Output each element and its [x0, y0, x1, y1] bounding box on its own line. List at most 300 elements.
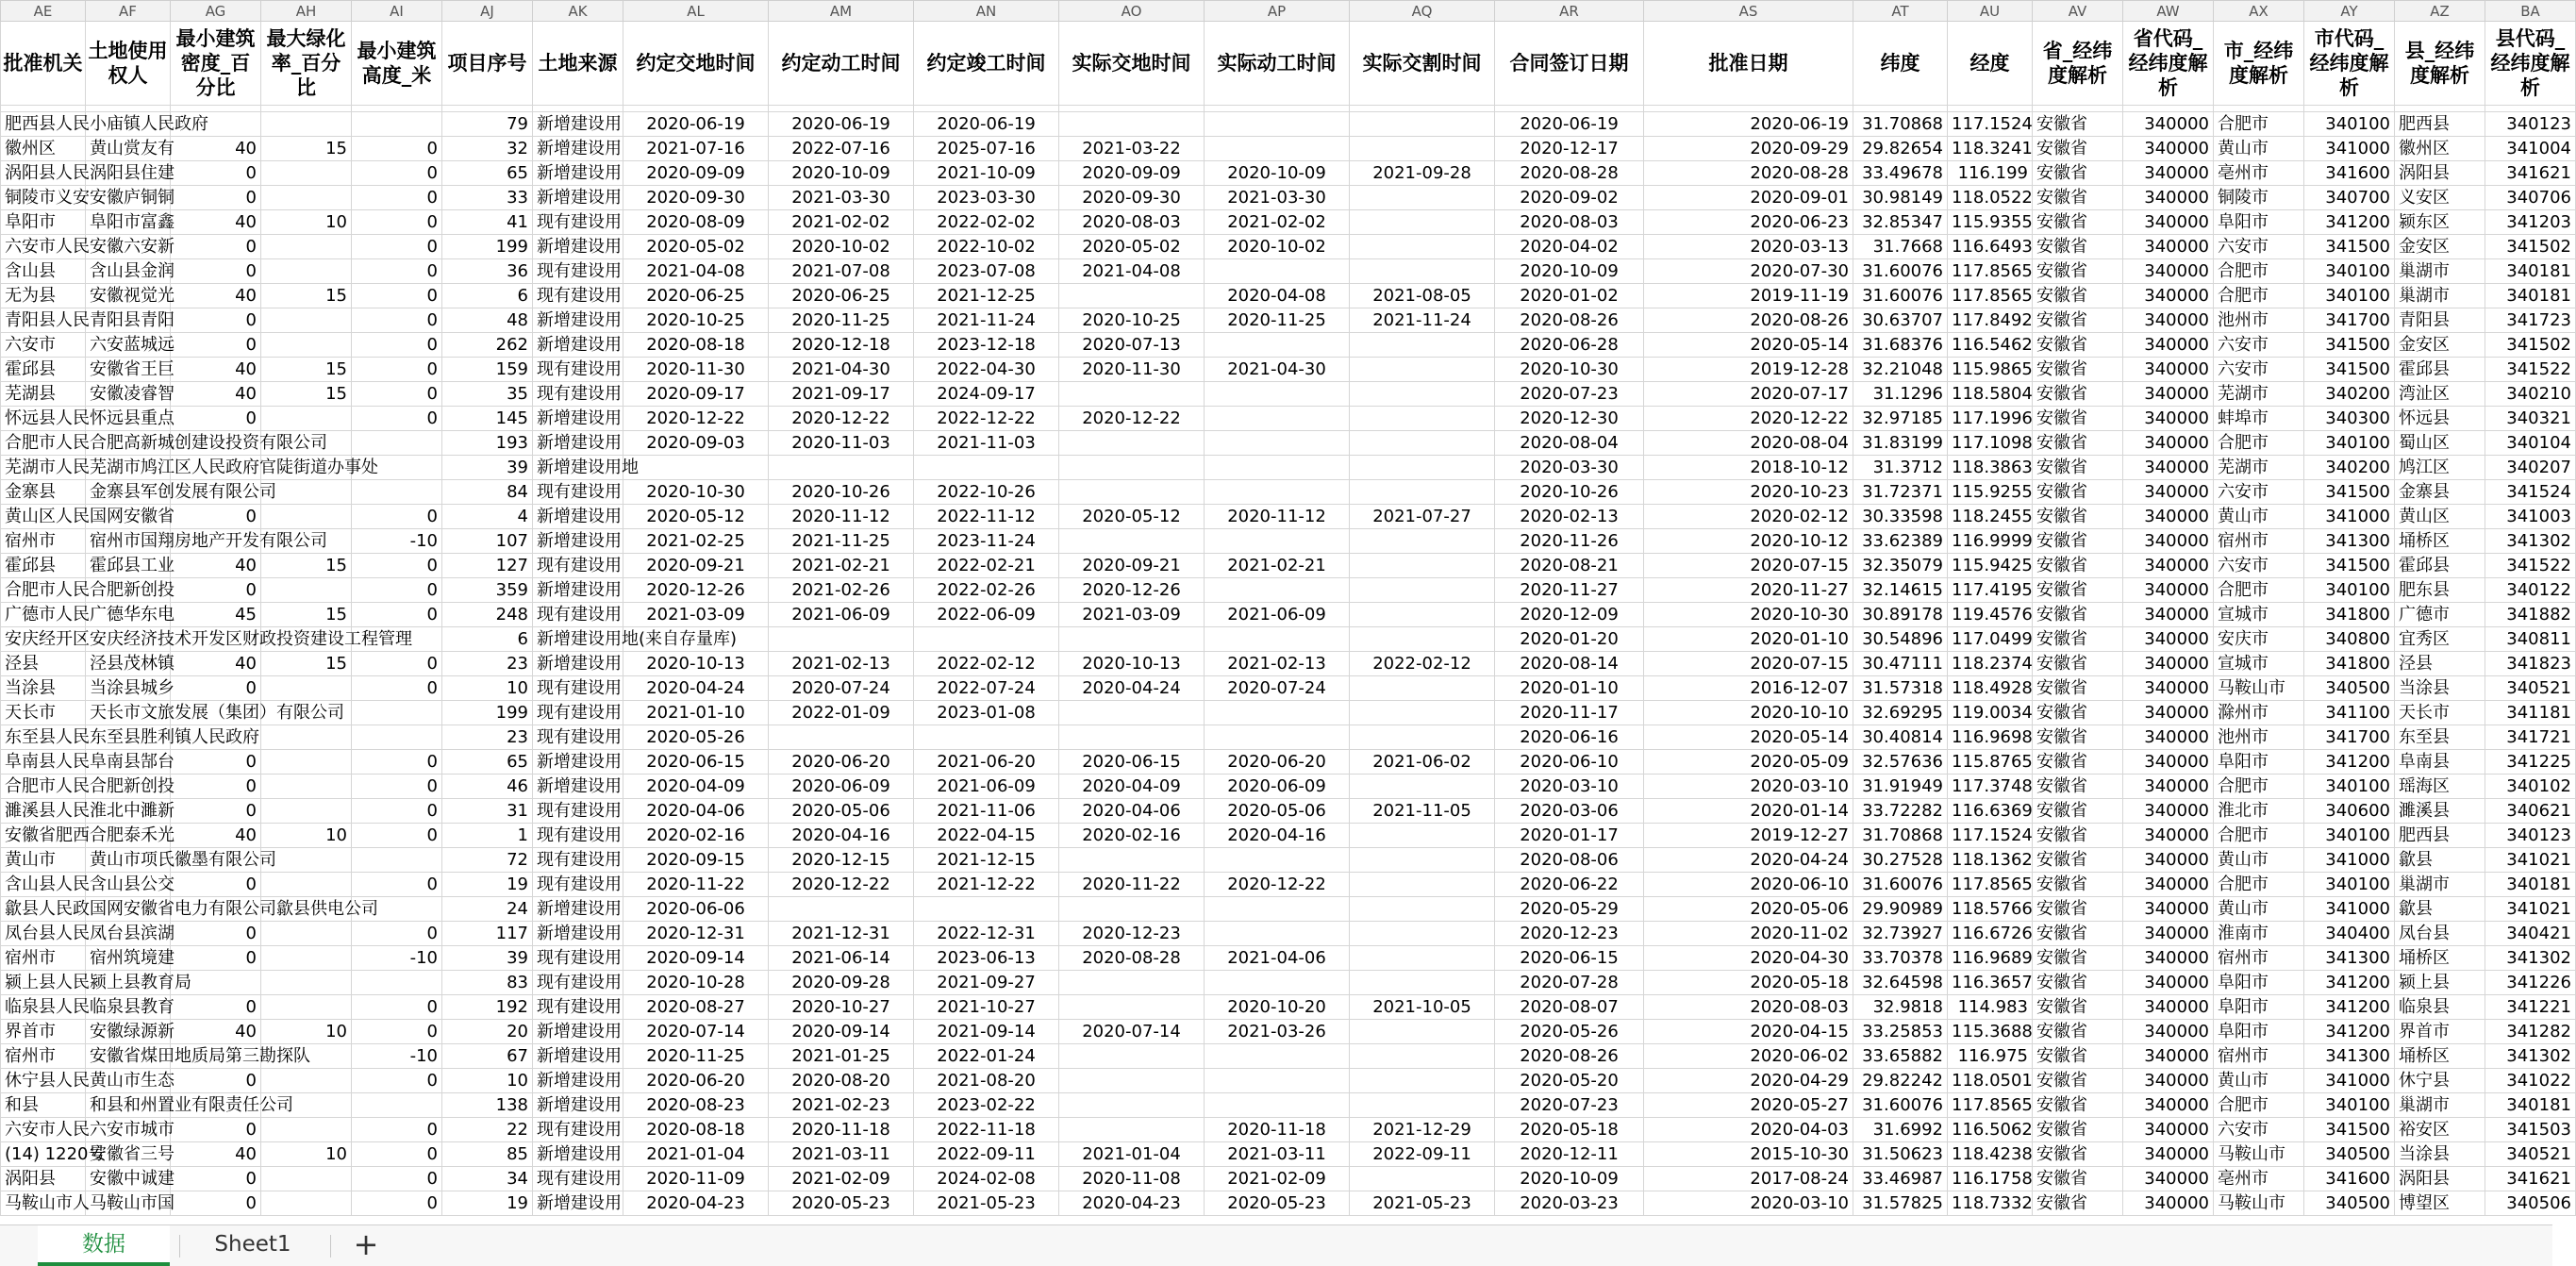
table-cell[interactable]: 安徽省 — [2033, 676, 2123, 701]
table-cell[interactable]: 2020-05-02 — [1059, 235, 1205, 259]
table-cell[interactable]: 40 — [171, 652, 261, 676]
table-cell[interactable]: 2020-12-31 — [623, 922, 769, 946]
table-cell[interactable]: 340000 — [2123, 1191, 2214, 1216]
table-cell[interactable]: 合肥市 — [2214, 1093, 2304, 1118]
table-cell[interactable]: 安徽省 — [2033, 505, 2123, 529]
table-cell[interactable]: 35 — [442, 382, 533, 407]
column-letter-ar[interactable]: AR — [1495, 1, 1644, 22]
table-cell[interactable]: 2020-04-24 — [623, 676, 769, 701]
table-cell[interactable] — [1059, 431, 1205, 456]
table-cell[interactable]: 合肥市人民 — [1, 775, 86, 799]
table-cell[interactable]: 现有建设用 — [533, 799, 623, 824]
table-cell[interactable]: 2020-10-09 — [1495, 1167, 1644, 1191]
table-cell[interactable]: 2021-11-25 — [769, 529, 914, 554]
table-cell[interactable]: 2020-06-28 — [1495, 333, 1644, 358]
table-cell[interactable]: 0 — [171, 161, 261, 186]
table-cell[interactable]: 30.47111 — [1853, 652, 1948, 676]
table-cell[interactable] — [1059, 701, 1205, 725]
table-cell[interactable]: 340000 — [2123, 873, 2214, 897]
table-cell[interactable]: 2023-03-30 — [914, 186, 1059, 210]
table-cell[interactable]: 0 — [352, 210, 442, 235]
table-cell[interactable]: 0 — [171, 259, 261, 284]
table-cell[interactable]: 2020-12-09 — [1495, 603, 1644, 627]
table-cell[interactable] — [1205, 431, 1350, 456]
column-letter-ai[interactable]: AI — [352, 1, 442, 22]
table-cell[interactable]: 40 — [171, 824, 261, 848]
table-cell[interactable]: 2021-01-04 — [1059, 1142, 1205, 1167]
table-cell[interactable]: 国网安徽省电力有限公司歙县供电公司 — [86, 897, 171, 922]
table-cell[interactable]: 341000 — [2304, 897, 2395, 922]
table-cell[interactable]: 安庆市 — [2214, 627, 2304, 652]
table-cell[interactable]: 340000 — [2123, 627, 2214, 652]
table-cell[interactable]: 芜湖市 — [2214, 456, 2304, 480]
table-cell[interactable]: 0 — [171, 1191, 261, 1216]
table-cell[interactable]: 青阳县青阳 — [86, 308, 171, 333]
table-cell[interactable]: 2020-10-26 — [769, 480, 914, 505]
table-cell[interactable]: 341302 — [2485, 529, 2576, 554]
table-cell[interactable]: 341500 — [2304, 1118, 2395, 1142]
table-cell[interactable]: 2021-02-02 — [1205, 210, 1350, 235]
table-cell[interactable]: 安徽绿源新 — [86, 1020, 171, 1044]
table-cell[interactable]: 118.0522 — [1948, 186, 2033, 210]
table-cell[interactable] — [1350, 873, 1495, 897]
table-cell[interactable]: 现有建设用 — [533, 480, 623, 505]
table-cell[interactable]: 2022-04-15 — [914, 824, 1059, 848]
table-cell[interactable]: 合肥市人民 — [1, 431, 86, 456]
table-cell[interactable]: 合肥市 — [2214, 578, 2304, 603]
table-cell[interactable]: 2020-05-27 — [1644, 1093, 1853, 1118]
table-cell[interactable]: 六安市人民 — [1, 235, 86, 259]
table-cell[interactable]: 33.49678 — [1853, 161, 1948, 186]
table-cell[interactable]: 2020-09-14 — [623, 946, 769, 971]
table-cell[interactable]: 33.46987 — [1853, 1167, 1948, 1191]
table-cell[interactable]: 黄山市 — [2214, 1069, 2304, 1093]
table-cell[interactable]: 118.4928 — [1948, 676, 2033, 701]
table-cell[interactable]: 2020-12-22 — [769, 407, 914, 431]
table-cell[interactable]: 徽州区 — [2395, 137, 2485, 161]
table-cell[interactable]: 341500 — [2304, 235, 2395, 259]
table-cell[interactable] — [1205, 725, 1350, 750]
header-cell[interactable]: 最小建筑密度_百分比 — [171, 22, 261, 106]
table-cell[interactable]: 40 — [171, 382, 261, 407]
table-cell[interactable]: 32.21048 — [1853, 358, 1948, 382]
table-cell[interactable]: 广德市 — [2395, 603, 2485, 627]
table-cell[interactable]: 340000 — [2123, 750, 2214, 775]
table-cell[interactable] — [261, 873, 352, 897]
table-cell[interactable]: 2020-06-10 — [1644, 873, 1853, 897]
table-cell[interactable]: 0 — [352, 235, 442, 259]
column-letter-au[interactable]: AU — [1948, 1, 2033, 22]
table-cell[interactable]: 阜南县 — [2395, 750, 2485, 775]
table-cell[interactable]: 2020-11-09 — [623, 1167, 769, 1191]
table-cell[interactable] — [914, 456, 1059, 480]
table-cell[interactable]: 新增建设用 — [533, 235, 623, 259]
table-cell[interactable] — [1205, 1044, 1350, 1069]
table-cell[interactable]: 2020-09-09 — [1059, 161, 1205, 186]
table-cell[interactable]: 霍邱县 — [2395, 554, 2485, 578]
table-cell[interactable] — [261, 235, 352, 259]
table-cell[interactable]: 天长市 — [1, 701, 86, 725]
table-cell[interactable] — [1350, 358, 1495, 382]
table-cell[interactable]: 341000 — [2304, 848, 2395, 873]
table-cell[interactable] — [1205, 112, 1350, 137]
table-cell[interactable] — [1350, 529, 1495, 554]
table-cell[interactable]: 2020-08-28 — [1644, 161, 1853, 186]
table-cell[interactable]: 340000 — [2123, 1069, 2214, 1093]
table-cell[interactable]: 341800 — [2304, 652, 2395, 676]
table-cell[interactable]: 2020-03-10 — [1644, 775, 1853, 799]
table-cell[interactable]: 340000 — [2123, 897, 2214, 922]
table-cell[interactable]: 340000 — [2123, 995, 2214, 1020]
table-cell[interactable]: 安徽凌睿智 — [86, 382, 171, 407]
table-cell[interactable]: 0 — [171, 922, 261, 946]
table-cell[interactable]: 六安蓝城远 — [86, 333, 171, 358]
table-cell[interactable]: 合肥市 — [2214, 284, 2304, 308]
table-cell[interactable]: 怀远县重点 — [86, 407, 171, 431]
table-cell[interactable]: 2021-02-13 — [769, 652, 914, 676]
table-cell[interactable]: 2020-10-25 — [623, 308, 769, 333]
column-letter-ao[interactable]: AO — [1059, 1, 1205, 22]
table-cell[interactable]: 2020-09-01 — [1644, 186, 1853, 210]
table-cell[interactable]: 79 — [442, 112, 533, 137]
table-cell[interactable]: 33.25853 — [1853, 1020, 1948, 1044]
table-cell[interactable]: 340000 — [2123, 480, 2214, 505]
table-cell[interactable]: 340400 — [2304, 922, 2395, 946]
table-cell[interactable] — [1350, 480, 1495, 505]
table-cell[interactable]: 2020-04-08 — [1205, 284, 1350, 308]
table-cell[interactable]: 安徽省 — [2033, 137, 2123, 161]
table-cell[interactable]: 83 — [442, 971, 533, 995]
table-cell[interactable] — [261, 922, 352, 946]
table-cell[interactable]: 2022-12-31 — [914, 922, 1059, 946]
table-cell[interactable]: 含山县公交 — [86, 873, 171, 897]
table-cell[interactable]: 341300 — [2304, 529, 2395, 554]
table-cell[interactable]: 2020-10-12 — [1644, 529, 1853, 554]
table-cell[interactable]: 2020-12-22 — [769, 873, 914, 897]
table-cell[interactable]: 2020-08-04 — [1495, 431, 1644, 456]
table-cell[interactable]: 340000 — [2123, 308, 2214, 333]
table-cell[interactable] — [1205, 627, 1350, 652]
column-letter-ax[interactable]: AX — [2214, 1, 2304, 22]
table-cell[interactable]: 现有建设用 — [533, 725, 623, 750]
table-cell[interactable]: 2018-10-12 — [1644, 456, 1853, 480]
table-cell[interactable] — [1350, 407, 1495, 431]
table-cell[interactable]: 31.3712 — [1853, 456, 1948, 480]
table-cell[interactable]: 新增建设用 — [533, 505, 623, 529]
table-cell[interactable]: 黄山市生态 — [86, 1069, 171, 1093]
table-cell[interactable]: 2020-06-09 — [769, 775, 914, 799]
table-cell[interactable]: 40 — [171, 284, 261, 308]
table-cell[interactable]: 2020-10-13 — [1059, 652, 1205, 676]
table-cell[interactable]: 2020-04-30 — [1644, 946, 1853, 971]
table-cell[interactable]: 安徽省 — [2033, 775, 2123, 799]
table-cell[interactable]: 116.6493 — [1948, 235, 2033, 259]
table-cell[interactable]: 118.3863 — [1948, 456, 2033, 480]
table-cell[interactable]: 2020-08-28 — [1495, 161, 1644, 186]
table-cell[interactable]: 青阳县 — [2395, 308, 2485, 333]
table-cell[interactable]: 72 — [442, 848, 533, 873]
table-cell[interactable]: 新增建设用 — [533, 1020, 623, 1044]
header-cell[interactable]: 县代码_经纬度解析 — [2485, 22, 2576, 106]
table-cell[interactable]: 2020-11-25 — [769, 308, 914, 333]
table-cell[interactable]: 23 — [442, 652, 533, 676]
table-cell[interactable] — [1059, 112, 1205, 137]
table-cell[interactable]: 117.8565 — [1948, 873, 2033, 897]
table-cell[interactable]: 安徽省 — [2033, 1167, 2123, 1191]
table-cell[interactable]: 40 — [171, 1020, 261, 1044]
table-cell[interactable]: 2020-11-18 — [769, 1118, 914, 1142]
table-cell[interactable]: 340000 — [2123, 1044, 2214, 1069]
table-cell[interactable]: 340706 — [2485, 186, 2576, 210]
table-cell[interactable]: 118.4238 — [1948, 1142, 2033, 1167]
table-cell[interactable]: 340000 — [2123, 382, 2214, 407]
table-cell[interactable]: 45 — [171, 603, 261, 627]
table-cell[interactable]: 341600 — [2304, 161, 2395, 186]
table-cell[interactable]: 2020-11-12 — [1205, 505, 1350, 529]
table-cell[interactable]: 117.4195 — [1948, 578, 2033, 603]
table-cell[interactable]: 2020-09-28 — [769, 971, 914, 995]
table-cell[interactable]: 合肥新创投 — [86, 775, 171, 799]
table-cell[interactable]: 340181 — [2485, 1093, 2576, 1118]
table-cell[interactable]: 现有建设用 — [533, 995, 623, 1020]
table-cell[interactable]: 2019-12-28 — [1644, 358, 1853, 382]
table-cell[interactable]: 合肥市 — [2214, 873, 2304, 897]
table-cell[interactable]: 340122 — [2485, 578, 2576, 603]
table-cell[interactable]: 颍东区 — [2395, 210, 2485, 235]
table-cell[interactable] — [261, 1167, 352, 1191]
table-cell[interactable]: 36 — [442, 259, 533, 284]
table-cell[interactable]: 2021-12-29 — [1350, 1118, 1495, 1142]
table-cell[interactable]: 天长市文旅发展（集团）有限公司 — [86, 701, 171, 725]
table-cell[interactable]: 340000 — [2123, 1142, 2214, 1167]
table-cell[interactable]: 六安市城市 — [86, 1118, 171, 1142]
header-cell[interactable]: 实际交割时间 — [1350, 22, 1495, 106]
table-cell[interactable]: 滁州市 — [2214, 701, 2304, 725]
table-cell[interactable]: 宿州市 — [1, 529, 86, 554]
table-cell[interactable] — [1059, 897, 1205, 922]
table-cell[interactable]: 20 — [442, 1020, 533, 1044]
table-cell[interactable]: 340000 — [2123, 676, 2214, 701]
table-cell[interactable]: 2020-12-26 — [1059, 578, 1205, 603]
table-cell[interactable]: 32.85347 — [1853, 210, 1948, 235]
table-cell[interactable] — [1350, 971, 1495, 995]
table-cell[interactable] — [1205, 1069, 1350, 1093]
table-cell[interactable]: 新增建设用 — [533, 1069, 623, 1093]
header-cell[interactable]: 县_经纬度解析 — [2395, 22, 2485, 106]
table-cell[interactable] — [261, 186, 352, 210]
table-cell[interactable]: 2020-08-06 — [1495, 848, 1644, 873]
table-cell[interactable]: 6 — [442, 627, 533, 652]
table-cell[interactable]: 30.89178 — [1853, 603, 1948, 627]
table-cell[interactable]: 340102 — [2485, 775, 2576, 799]
table-cell[interactable]: 2021-10-09 — [914, 161, 1059, 186]
table-cell[interactable] — [1059, 1069, 1205, 1093]
table-cell[interactable]: 2020-07-24 — [769, 676, 914, 701]
table-cell[interactable]: 2020-06-16 — [1495, 725, 1644, 750]
table-cell[interactable]: 合肥市 — [2214, 112, 2304, 137]
table-cell[interactable]: 安庆经开区 — [1, 627, 86, 652]
header-cell[interactable]: 土地来源 — [533, 22, 623, 106]
table-cell[interactable]: 31.60076 — [1853, 259, 1948, 284]
table-cell[interactable]: 118.5766 — [1948, 897, 2033, 922]
table-cell[interactable]: 0 — [352, 750, 442, 775]
table-cell[interactable]: 含山县金润 — [86, 259, 171, 284]
column-letter-am[interactable]: AM — [769, 1, 914, 22]
table-cell[interactable]: 341000 — [2304, 505, 2395, 529]
table-cell[interactable] — [1350, 1093, 1495, 1118]
table-cell[interactable] — [1059, 971, 1205, 995]
table-cell[interactable]: 新增建设用 — [533, 775, 623, 799]
table-cell[interactable]: 116.975 — [1948, 1044, 2033, 1069]
table-cell[interactable]: 2021-03-30 — [1205, 186, 1350, 210]
table-cell[interactable]: 15 — [261, 358, 352, 382]
table-cell[interactable]: 340000 — [2123, 333, 2214, 358]
table-cell[interactable]: 安徽六安新 — [86, 235, 171, 259]
table-cell[interactable]: 淮南市 — [2214, 922, 2304, 946]
table-cell[interactable]: 2020-05-14 — [1644, 333, 1853, 358]
table-cell[interactable]: 新增建设用 — [533, 333, 623, 358]
table-cell[interactable] — [1350, 897, 1495, 922]
table-cell[interactable]: 340521 — [2485, 1142, 2576, 1167]
table-cell[interactable]: 2020-07-15 — [1644, 652, 1853, 676]
table-cell[interactable]: 2020-06-19 — [623, 112, 769, 137]
table-cell[interactable]: 2020-12-17 — [1495, 137, 1644, 161]
table-cell[interactable]: 15 — [261, 284, 352, 308]
table-cell[interactable]: 359 — [442, 578, 533, 603]
table-cell[interactable]: 2020-03-13 — [1644, 235, 1853, 259]
table-cell[interactable]: 2021-07-08 — [769, 259, 914, 284]
table-cell[interactable] — [1205, 407, 1350, 431]
table-cell[interactable]: 2020-06-19 — [914, 112, 1059, 137]
table-cell[interactable]: 2020-11-03 — [769, 431, 914, 456]
header-cell[interactable]: 批准日期 — [1644, 22, 1853, 106]
table-cell[interactable]: 2020-10-27 — [769, 995, 914, 1020]
table-cell[interactable]: 2023-02-22 — [914, 1093, 1059, 1118]
table-cell[interactable]: 安徽省 — [2033, 995, 2123, 1020]
table-cell[interactable] — [1350, 627, 1495, 652]
table-cell[interactable]: 341502 — [2485, 333, 2576, 358]
table-cell[interactable]: 2021-04-08 — [623, 259, 769, 284]
table-cell[interactable]: 黄山市 — [1, 848, 86, 873]
table-cell[interactable]: 340000 — [2123, 137, 2214, 161]
table-cell[interactable]: 2020-06-20 — [769, 750, 914, 775]
table-cell[interactable]: (14) 1220号 — [1, 1142, 86, 1167]
table-cell[interactable]: 31.70868 — [1853, 112, 1948, 137]
table-cell[interactable]: 116.3657 — [1948, 971, 2033, 995]
table-cell[interactable]: 2020-11-12 — [769, 505, 914, 529]
table-cell[interactable]: 铜陵市义安 — [1, 186, 86, 210]
table-cell[interactable] — [1350, 554, 1495, 578]
table-cell[interactable]: 阜阳市 — [2214, 971, 2304, 995]
table-cell[interactable]: 埇桥区 — [2395, 529, 2485, 554]
table-cell[interactable] — [1350, 112, 1495, 137]
table-cell[interactable]: 金寨县 — [2395, 480, 2485, 505]
table-cell[interactable] — [352, 848, 442, 873]
table-cell[interactable]: 2020-07-24 — [1205, 676, 1350, 701]
table-cell[interactable]: 2020-10-30 — [623, 480, 769, 505]
table-cell[interactable]: 340000 — [2123, 922, 2214, 946]
table-cell[interactable] — [1059, 382, 1205, 407]
table-cell[interactable]: 117.8565 — [1948, 1093, 2033, 1118]
table-cell[interactable]: 31.68376 — [1853, 333, 1948, 358]
table-cell[interactable] — [352, 112, 442, 137]
table-cell[interactable]: 现有建设用 — [533, 1118, 623, 1142]
table-cell[interactable]: 340100 — [2304, 578, 2395, 603]
table-cell[interactable] — [1059, 995, 1205, 1020]
table-cell[interactable]: 31.57318 — [1853, 676, 1948, 701]
table-cell[interactable]: 340000 — [2123, 578, 2214, 603]
table-cell[interactable]: 341882 — [2485, 603, 2576, 627]
table-cell[interactable]: 裕安区 — [2395, 1118, 2485, 1142]
table-cell[interactable]: 2020-10-09 — [769, 161, 914, 186]
table-cell[interactable]: 2020-08-18 — [623, 1118, 769, 1142]
table-cell[interactable]: 歙县人民政 — [1, 897, 86, 922]
table-cell[interactable]: 340104 — [2485, 431, 2576, 456]
table-cell[interactable]: 2020-11-25 — [1205, 308, 1350, 333]
table-cell[interactable] — [1059, 1044, 1205, 1069]
table-cell[interactable]: 2019-11-19 — [1644, 284, 1853, 308]
table-cell[interactable]: 341100 — [2304, 701, 2395, 725]
table-cell[interactable]: 芜湖市 — [2214, 382, 2304, 407]
table-cell[interactable]: 合肥市 — [2214, 775, 2304, 799]
table-cell[interactable]: 2021-09-28 — [1350, 161, 1495, 186]
table-cell[interactable]: 马鞍山市 — [2214, 1142, 2304, 1167]
table-cell[interactable]: 2021-05-23 — [914, 1191, 1059, 1216]
table-cell[interactable] — [352, 480, 442, 505]
table-cell[interactable]: 116.9689 — [1948, 946, 2033, 971]
table-cell[interactable]: 巢湖市 — [2395, 873, 2485, 897]
table-cell[interactable] — [1205, 333, 1350, 358]
table-cell[interactable]: 0 — [352, 873, 442, 897]
table-cell[interactable] — [261, 505, 352, 529]
table-cell[interactable] — [261, 333, 352, 358]
table-cell[interactable]: 2020-06-06 — [623, 897, 769, 922]
sheet-tab-sheet1[interactable]: Sheet1 — [214, 1232, 291, 1257]
table-cell[interactable]: 2021-03-22 — [1059, 137, 1205, 161]
header-cell[interactable]: 市代码_经纬度解析 — [2304, 22, 2395, 106]
table-cell[interactable] — [1350, 456, 1495, 480]
table-cell[interactable]: 2020-08-23 — [623, 1093, 769, 1118]
table-cell[interactable] — [1350, 1044, 1495, 1069]
table-cell[interactable]: 341300 — [2304, 1044, 2395, 1069]
table-cell[interactable]: 安徽省 — [2033, 235, 2123, 259]
table-cell[interactable]: 115.8765 — [1948, 750, 2033, 775]
table-cell[interactable]: 341000 — [2304, 137, 2395, 161]
column-letter-ah[interactable]: AH — [261, 1, 352, 22]
table-cell[interactable]: 340000 — [2123, 235, 2214, 259]
table-cell[interactable]: 2022-02-21 — [914, 554, 1059, 578]
table-cell[interactable]: 341700 — [2304, 308, 2395, 333]
table-cell[interactable]: 当涂县 — [1, 676, 86, 701]
table-cell[interactable]: 2020-08-18 — [623, 333, 769, 358]
table-cell[interactable]: 2020-07-15 — [1644, 554, 1853, 578]
table-cell[interactable]: 0 — [352, 824, 442, 848]
table-cell[interactable]: 32.9818 — [1853, 995, 1948, 1020]
table-cell[interactable]: 涡阳县 — [2395, 1167, 2485, 1191]
table-cell[interactable]: 2020-05-29 — [1495, 897, 1644, 922]
table-cell[interactable]: 2020-12-26 — [623, 578, 769, 603]
table-cell[interactable]: 0 — [171, 946, 261, 971]
table-cell[interactable]: 无为县 — [1, 284, 86, 308]
table-cell[interactable]: 歙县 — [2395, 848, 2485, 873]
header-cell[interactable]: 省_经纬度解析 — [2033, 22, 2123, 106]
table-cell[interactable]: 262 — [442, 333, 533, 358]
table-cell[interactable]: 341500 — [2304, 333, 2395, 358]
table-cell[interactable]: 2020-05-06 — [769, 799, 914, 824]
table-cell[interactable]: 0 — [352, 799, 442, 824]
table-cell[interactable]: 340000 — [2123, 848, 2214, 873]
table-cell[interactable]: 2020-12-11 — [1495, 1142, 1644, 1167]
